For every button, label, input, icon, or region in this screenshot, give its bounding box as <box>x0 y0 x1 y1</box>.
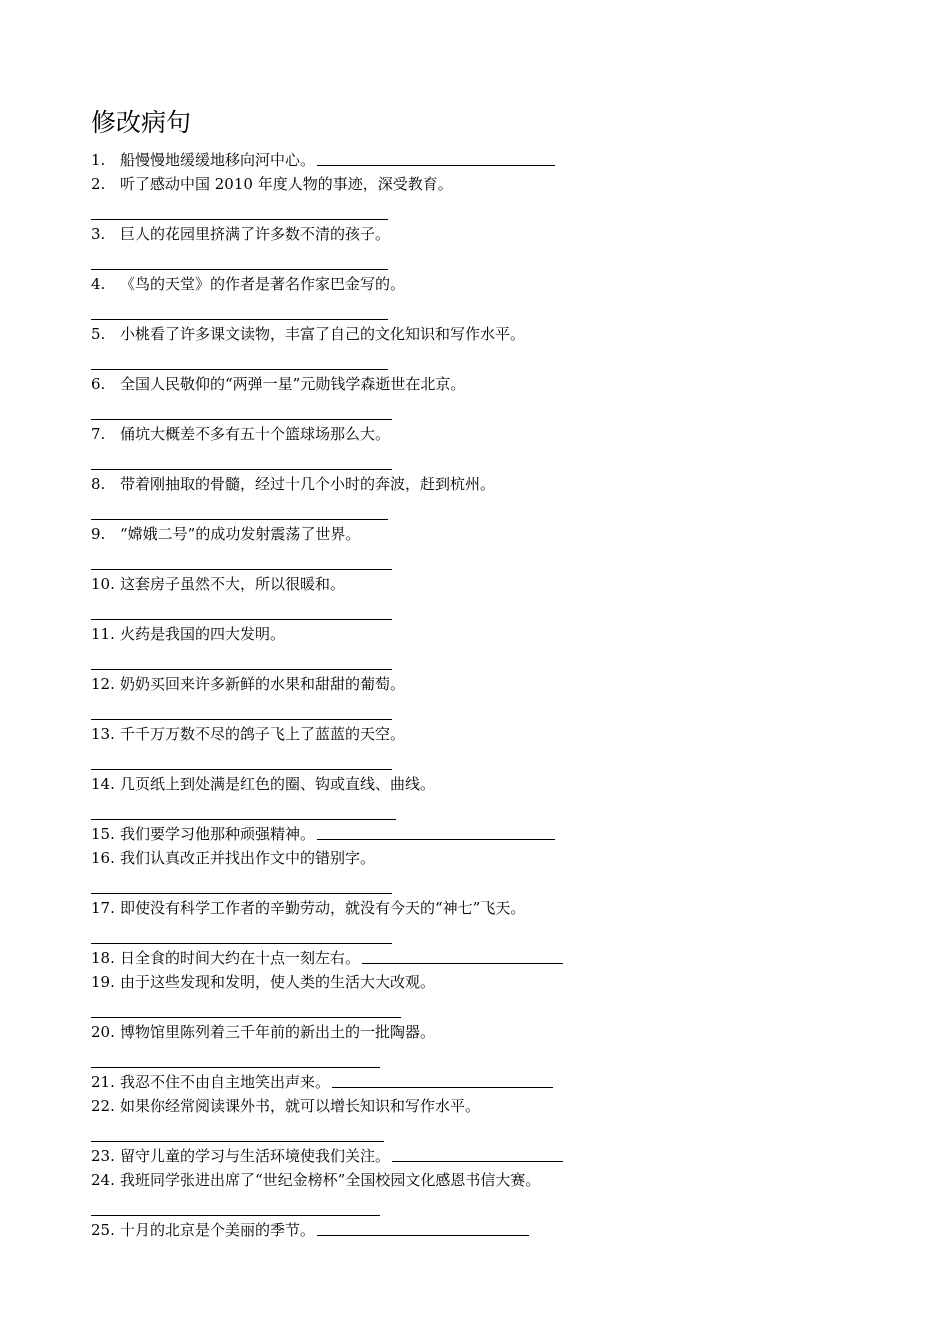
question-text: 我们认真改正并找出作文中的错别字。 <box>120 849 376 867</box>
question-number: 10. <box>91 575 115 593</box>
answer-line[interactable] <box>91 1192 891 1218</box>
answer-line[interactable] <box>91 920 891 946</box>
answer-line[interactable] <box>91 646 891 672</box>
question-text: 我们要学习他那种顽强精神。 <box>120 825 316 843</box>
question-item <box>91 1144 891 1168</box>
question-number: 12. <box>91 675 115 693</box>
question-item <box>91 1218 891 1242</box>
question-item <box>91 172 891 196</box>
question-item <box>91 1094 891 1118</box>
question-text: 如果你经常阅读课外书，就可以增长知识和写作水平。 <box>120 1097 481 1115</box>
answer-blank[interactable] <box>362 962 563 964</box>
answer-underline <box>91 319 388 320</box>
answer-underline <box>91 1017 401 1018</box>
answer-underline <box>91 719 392 720</box>
question-item <box>91 1020 891 1044</box>
question-number: 14. <box>91 775 115 793</box>
answer-underline <box>91 1215 380 1216</box>
question-text: 由于这些发现和发明，使人类的生活大大改观。 <box>120 973 436 991</box>
answer-blank[interactable] <box>332 1086 553 1088</box>
question-item <box>91 672 891 696</box>
question-number: 19. <box>91 973 115 991</box>
question-item <box>91 272 891 296</box>
question-item <box>91 1070 891 1094</box>
question-number: 2. <box>91 175 106 193</box>
answer-line[interactable] <box>91 396 891 422</box>
question-item <box>91 896 891 920</box>
question-list <box>91 148 891 1242</box>
question-number: 3. <box>91 225 106 243</box>
question-text: 带着刚抽取的骨髓，经过十几个小时的奔波，赶到杭州。 <box>120 475 496 493</box>
question-number: 13. <box>91 725 115 743</box>
question-item <box>91 322 891 346</box>
question-item <box>91 472 891 496</box>
question-number: 6. <box>91 375 106 393</box>
question-item <box>91 822 891 846</box>
answer-line[interactable] <box>91 1118 891 1144</box>
answer-line[interactable] <box>91 546 891 572</box>
question-item <box>91 572 891 596</box>
question-text: 日全食的时间大约在十点一刻左右。 <box>120 949 361 967</box>
question-text: 巨人的花园里挤满了许多数不清的孩子。 <box>120 225 391 243</box>
answer-line[interactable] <box>91 796 891 822</box>
question-text: 俑坑大概差不多有五十个篮球场那么大。 <box>120 425 391 443</box>
question-item <box>91 222 891 246</box>
answer-line[interactable] <box>91 870 891 896</box>
answer-blank[interactable] <box>317 1234 529 1236</box>
question-text: 即使没有科学工作者的辛勤劳动，就没有今天的“神七”飞天。 <box>120 899 526 917</box>
question-text: 奶奶买回来许多新鲜的水果和甜甜的葡萄。 <box>120 675 406 693</box>
question-item <box>91 422 891 446</box>
answer-underline <box>91 943 392 944</box>
question-number: 9. <box>91 525 106 543</box>
question-number: 21. <box>91 1073 115 1091</box>
question-number: 8. <box>91 475 106 493</box>
answer-underline <box>91 669 392 670</box>
answer-underline <box>91 769 392 770</box>
answer-underline <box>91 1141 384 1142</box>
answer-line[interactable] <box>91 746 891 772</box>
question-number: 4. <box>91 275 106 293</box>
question-text: 船慢慢地缓缓地移向河中心。 <box>120 151 316 169</box>
question-item <box>91 946 891 970</box>
answer-blank[interactable] <box>392 1160 563 1162</box>
question-number: 11. <box>91 625 115 643</box>
question-item <box>91 722 891 746</box>
question-text: 留守儿童的学习与生活环境使我们关注。 <box>120 1147 391 1165</box>
answer-underline <box>91 219 388 220</box>
question-number: 17. <box>91 899 115 917</box>
answer-underline <box>91 519 388 520</box>
answer-line[interactable] <box>91 696 891 722</box>
answer-underline <box>91 469 392 470</box>
question-text: 全国人民敬仰的“两弹一星”元勋钱学森逝世在北京。 <box>120 375 466 393</box>
answer-line[interactable] <box>91 296 891 322</box>
question-text: 听了感动中国 2010 年度人物的事迹，深受教育。 <box>120 175 453 193</box>
answer-underline <box>91 419 392 420</box>
question-item <box>91 970 891 994</box>
answer-underline <box>91 819 396 820</box>
answer-line[interactable] <box>91 346 891 372</box>
answer-underline <box>91 1067 380 1068</box>
page-title: 修改病句 <box>91 108 192 137</box>
answer-underline <box>91 369 388 370</box>
question-item <box>91 1168 891 1192</box>
question-text: 十月的北京是个美丽的季节。 <box>120 1221 316 1239</box>
question-number: 18. <box>91 949 115 967</box>
answer-blank[interactable] <box>317 838 555 840</box>
question-number: 5. <box>91 325 106 343</box>
question-number: 23. <box>91 1147 115 1165</box>
question-item <box>91 772 891 796</box>
question-item <box>91 846 891 870</box>
question-text: “嫦娥二号”的成功发射震荡了世界。 <box>120 525 361 543</box>
question-item <box>91 622 891 646</box>
question-number: 20. <box>91 1023 115 1041</box>
answer-underline <box>91 569 392 570</box>
question-text: 小桃看了许多课文读物，丰富了自己的文化知识和写作水平。 <box>120 325 526 343</box>
question-text: 几页纸上到处满是红色的圈、钩或直线、曲线。 <box>120 775 436 793</box>
answer-blank[interactable] <box>317 164 555 166</box>
question-text: 我班同学张进出席了“世纪金榜杯”全国校园文化感恩书信大赛。 <box>120 1171 541 1189</box>
answer-line[interactable] <box>91 446 891 472</box>
question-number: 15. <box>91 825 115 843</box>
question-text: 我忍不住不由自主地笑出声来。 <box>120 1073 331 1091</box>
question-text: 《鸟的天堂》的作者是著名作家巴金写的。 <box>120 275 406 293</box>
question-number: 1. <box>91 151 106 169</box>
answer-line[interactable] <box>91 496 891 522</box>
question-number: 25. <box>91 1221 115 1239</box>
answer-underline <box>91 893 392 894</box>
answer-underline <box>91 269 388 270</box>
question-number: 24. <box>91 1171 115 1189</box>
question-number: 7. <box>91 425 106 443</box>
answer-line[interactable] <box>91 994 891 1020</box>
question-number: 16. <box>91 849 115 867</box>
answer-line[interactable] <box>91 196 891 222</box>
answer-line[interactable] <box>91 596 891 622</box>
answer-line[interactable] <box>91 1044 891 1070</box>
question-number: 22. <box>91 1097 115 1115</box>
answer-underline <box>91 619 392 620</box>
question-item <box>91 148 891 172</box>
question-text: 博物馆里陈列着三千年前的新出土的一批陶器。 <box>120 1023 436 1041</box>
question-item <box>91 372 891 396</box>
question-text: 这套房子虽然不大，所以很暖和。 <box>120 575 346 593</box>
answer-line[interactable] <box>91 246 891 272</box>
question-item <box>91 522 891 546</box>
question-text: 火药是我国的四大发明。 <box>120 625 286 643</box>
question-text: 千千万万数不尽的鸽子飞上了蓝蓝的天空。 <box>120 725 406 743</box>
